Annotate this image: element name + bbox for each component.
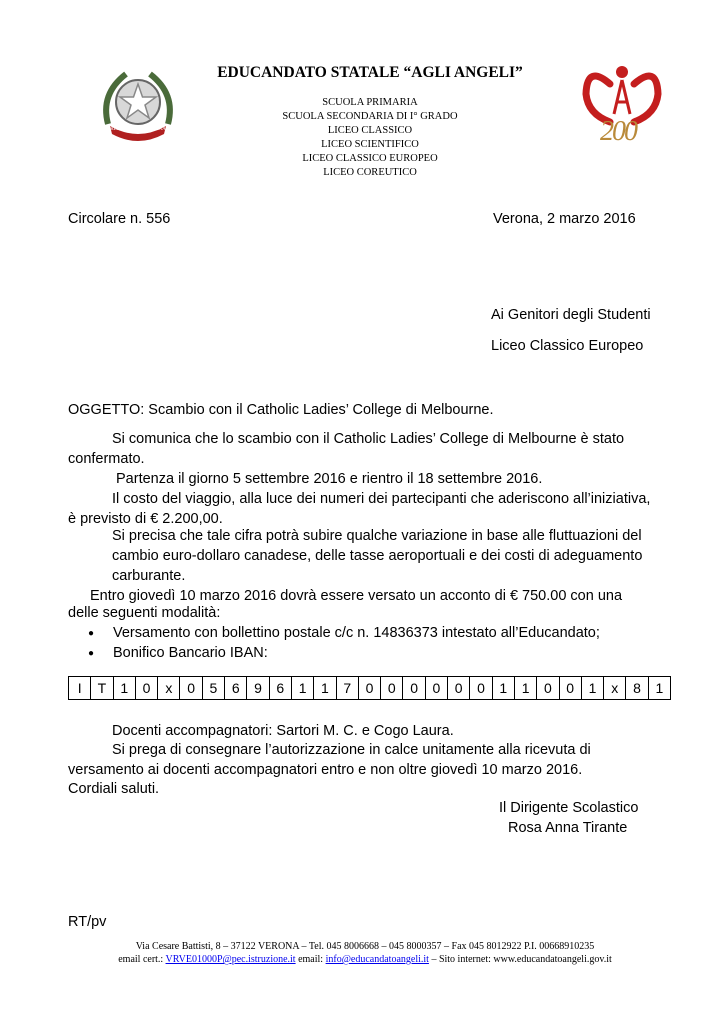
body-paragraph: confermato. (68, 451, 145, 467)
iban-cell: 7 (336, 677, 358, 700)
bullet-item: Versamento con bollettino postale c/c n. 14836373 intestato all’Educandato; (113, 625, 600, 641)
footer (60, 940, 670, 966)
recipient-line-1: Ai Genitori degli Studenti (491, 307, 651, 323)
body-paragraph: cambio euro-dollaro canadese, delle tasse aeroportuali e dei costi di adeguamento (112, 548, 643, 564)
body-paragraph: Il costo del viaggio, alla luce dei numeri dei partecipanti che aderiscono all’iniziativa, (112, 491, 651, 507)
school-item: LICEO CLASSICO (327, 125, 413, 136)
school-name: EDUCANDATO STATALE “AGLI ANGELI” (217, 64, 523, 81)
body-paragraph: Si comunica che lo scambio con il Catholic Ladies’ College di Melbourne è stato (112, 431, 625, 447)
body-paragraph: Si precisa che tale cifra potrà subire qualche variazione in base alle fluttuazioni del (112, 528, 642, 544)
body-paragraph: Partenza il giorno 5 settembre 2016 e rientro il 18 settembre 2016. (116, 471, 543, 487)
iban-cell: 6 (225, 677, 247, 700)
bullet-item: Bonifico Bancario IBAN: (113, 645, 268, 661)
footer-site: – Sito internet: www.educandatoangeli.gov.it (428, 954, 612, 965)
iban-cell: 1 (291, 677, 313, 700)
teachers-line: Docenti accompagnatori: Sartori M. C. e Cogo Laura. (112, 723, 454, 739)
italian-republic-emblem (96, 64, 180, 148)
request-line: versamento ai docenti accompagnatori entro e non oltre giovedì 10 marzo 2016. (68, 762, 583, 778)
footer-cert-label: email cert.: (118, 954, 166, 965)
initials: RT/pv (68, 914, 107, 930)
subject-line: OGGETTO: Scambio con il Catholic Ladies’ College di Melbourne. (68, 402, 494, 418)
iban-cell: 0 (403, 677, 425, 700)
iban-cell: 5 (202, 677, 224, 700)
iban-cell: x (158, 677, 180, 700)
iban-cell: 1 (581, 677, 603, 700)
iban-cell: 0 (470, 677, 492, 700)
request-line: Si prega di consegnare l’autorizzazione in calce unitamente alla ricevuta di (112, 742, 591, 758)
school-item: LICEO CLASSICO EUROPEO (302, 153, 438, 164)
footer-address: Via Cesare Battisti, 8 – 37122 VERONA – Tel. 045 8006668 – 045 8000357 – Fax 045 8012922 P.I. 00668910235 (135, 941, 595, 952)
email-link[interactable]: info@educandatoangeli.it (325, 954, 429, 965)
cert-email-link[interactable]: VRVE01000P@pec.istruzione.it (165, 954, 296, 965)
anniversary-logo (572, 54, 672, 154)
iban-cell: 8 (626, 677, 648, 700)
school-item: LICEO SCIENTIFICO (321, 139, 419, 150)
anniversary-number: 200 (600, 116, 636, 147)
school-item: SCUOLA PRIMARIA (322, 97, 418, 108)
iban-cell: 1 (492, 677, 514, 700)
iban-cell: I (69, 677, 91, 700)
body-paragraph: è previsto di € 2.200,00. (68, 511, 223, 527)
footer-contacts (60, 953, 670, 966)
signer-name: Rosa Anna Tirante (508, 820, 628, 836)
iban-cell: 9 (247, 677, 269, 700)
circolare-number: Circolare n. 556 (68, 211, 171, 227)
iban-cell: T (91, 677, 113, 700)
iban-cell: x (604, 677, 626, 700)
iban-cell: 1 (648, 677, 670, 700)
bullet-icon: ● (88, 648, 95, 659)
iban-cell: 0 (425, 677, 447, 700)
iban-row (69, 677, 671, 700)
iban-cell: 1 (514, 677, 536, 700)
greeting: Cordiali saluti. (68, 781, 160, 797)
signer-title: Il Dirigente Scolastico (499, 800, 639, 816)
iban-cell: 6 (269, 677, 291, 700)
iban-cell: 0 (381, 677, 403, 700)
iban-cell: 0 (180, 677, 202, 700)
emblem-ribbon-text: REPUBBLICA ITALIANA (110, 127, 166, 132)
school-item: LICEO COREUTICO (323, 167, 417, 178)
school-list (220, 96, 520, 180)
iban-cell: 0 (537, 677, 559, 700)
school-item: SCUOLA SECONDARIA DI I° GRADO (282, 111, 458, 122)
iban-cell: 0 (358, 677, 380, 700)
iban-cell: 1 (113, 677, 135, 700)
bullet-icon: ● (88, 628, 95, 639)
iban-cell: 1 (314, 677, 336, 700)
iban-table (68, 676, 671, 700)
iban-cell: 0 (559, 677, 581, 700)
iban-cell: 0 (448, 677, 470, 700)
footer-email-label: email: (295, 954, 326, 965)
body-paragraph: Entro giovedì 10 marzo 2016 dovrà essere versato un acconto di € 750.00 con una (90, 588, 623, 604)
body-paragraph: carburante. (112, 568, 186, 584)
recipient-line-2: Liceo Classico Europeo (491, 338, 644, 354)
body-paragraph: delle seguenti modalità: (68, 605, 221, 621)
iban-cell: 0 (135, 677, 157, 700)
place-date: Verona, 2 marzo 2016 (493, 211, 636, 227)
